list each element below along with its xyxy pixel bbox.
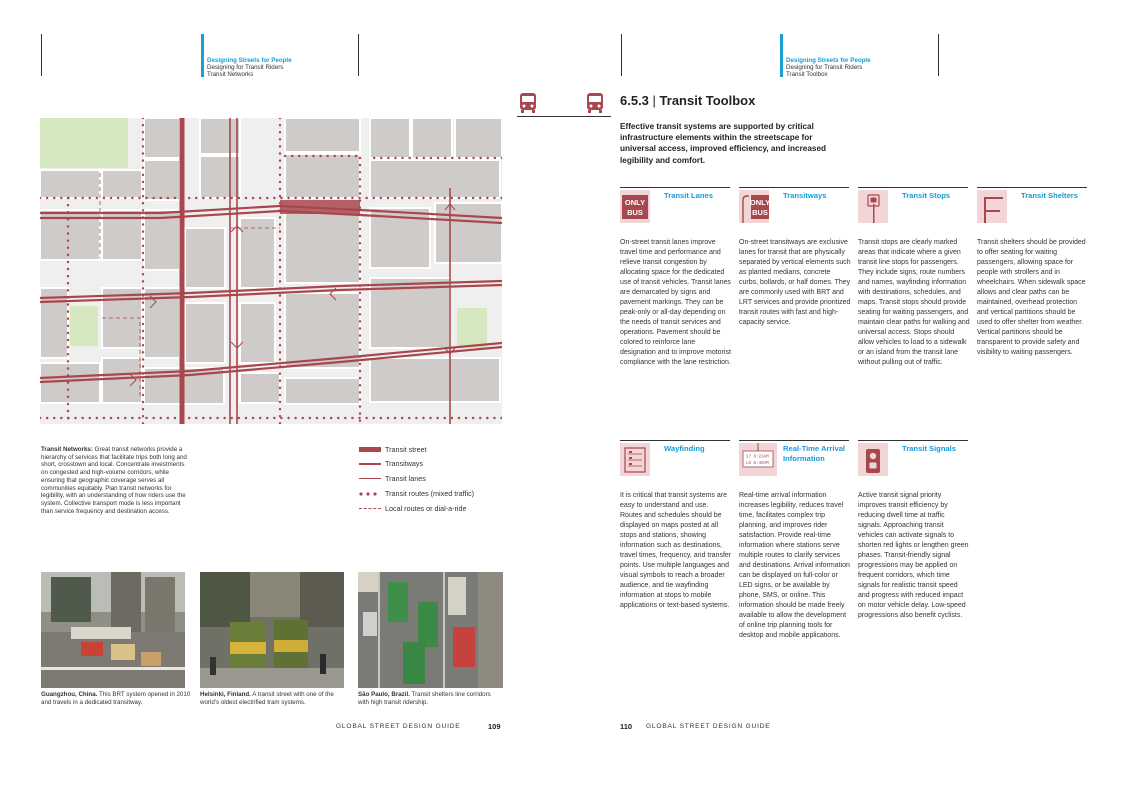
legend-label: Transit street [385, 445, 427, 454]
photo-caption-text: A transit street with one of the world's oldest electrified tram systems. [200, 691, 334, 706]
section-title [620, 93, 755, 108]
photo-sao-paulo [358, 572, 503, 688]
tool-description: Transit shelters should be provided to offer seating for waiting passengers, allowing space for people with strollers and in wheelchairs. When sidewalk space allows and clear paths can be maintained, overhead protection and vertical partitions should be used to offer shelter from weather. Vertical partitions should be transparent to provide safety and visibility to waiting passengers. [977, 239, 1086, 356]
only-bus-text-bus: BUS [627, 208, 643, 217]
photo-caption-helsinki [200, 691, 350, 706]
photo-helsinki [200, 572, 344, 688]
tool-title: Transit Lanes [664, 191, 713, 200]
right-page-number: 110 [620, 722, 633, 731]
right-header-title: Designing Streets for People [786, 57, 871, 64]
section-separator: | [648, 93, 660, 108]
legend-label: Transit routes (mixed traffic) [385, 489, 475, 498]
right-header-line3: Transit Toolbox [786, 71, 828, 78]
right-header-accent-bar [780, 34, 783, 77]
transit-network-map [40, 118, 502, 424]
left-page-rule-inner [358, 34, 359, 76]
tool-description: It is critical that transit systems are easy to understand and use. Routes and schedules should be displayed on maps posted at all stops and stations, showing information such as destinations, travel times, frequency, and transfer points. Use multiple languages and visual symbols to reach a broader audience, and tie wayfinding information at stops to mobile applications or text-based systems. [620, 492, 732, 609]
legend-swatch-medium [359, 463, 381, 465]
tool-rule [739, 440, 849, 441]
bus-icon-rule [517, 116, 611, 117]
transitway-icon [739, 190, 769, 223]
legend-label: Transit lanes [385, 474, 426, 483]
bus-stop-sign-icon [858, 190, 888, 223]
traffic-signal-icon [858, 443, 888, 476]
tool-rule [739, 187, 849, 188]
left-header-line3: Transit Networks [207, 71, 254, 78]
tool-title: Transit Stops [902, 191, 951, 200]
section-number: 6.5.3 [620, 93, 649, 108]
legend-swatch-dashed [359, 508, 381, 509]
photo-city: São Paulo, Brazil. [358, 691, 410, 698]
wayfinding-map-icon [620, 443, 650, 476]
photo-caption-text: This BRT system opened in 2010 and travels in a dedicated transitway. [41, 691, 191, 706]
tool-title: Real-Time Arrival Information [783, 444, 846, 463]
tool-rule [858, 187, 968, 188]
legend-swatch-thick [359, 447, 381, 452]
caption-lead: Transit Networks: [41, 446, 93, 453]
photo-city: Helsinki, Finland. [200, 691, 251, 698]
only-bus-text-bus: BUS [752, 208, 768, 217]
tool-rule [620, 187, 730, 188]
right-footer-guide: GLOBAL STREET DESIGN GUIDE [646, 723, 771, 730]
right-header-line2: Designing for Transit Riders [786, 64, 863, 71]
left-header-title: Designing Streets for People [207, 57, 292, 64]
photo-caption-sao-paulo [358, 691, 498, 706]
photo-guangzhou [41, 572, 185, 688]
left-page-number: 109 [488, 722, 501, 731]
tool-rule [977, 187, 1087, 188]
legend-label: Local routes or dial-a-ride [385, 504, 467, 513]
only-bus-text-only: ONLY [624, 198, 646, 207]
bus-front-icon [517, 92, 539, 114]
legend-swatch-thin [359, 478, 381, 479]
tool-title: Transitways [783, 191, 827, 200]
left-header-line2: Designing for Transit Riders [207, 64, 284, 71]
section-title-text: Transit Toolbox [659, 93, 756, 108]
right-page-rule-inner [938, 34, 939, 76]
photo-caption-guangzhou [41, 691, 191, 706]
section-intro: Effective transit systems are supported by critical infrastructure elements within the streetscape for universal access, improved efficiency, and increased legibility and comfort. [620, 122, 826, 165]
tool-description: On-street transitways are exclusive lanes for transit that are physically separated by vertical elements such as planted medians, concrete curbs, bollards, or half domes. They are commonly used with BRT and LRT services and provide prioritized transit routes with fast and high-capacity service. [739, 239, 851, 326]
map-drawing [40, 118, 502, 424]
tool-rule [858, 440, 968, 441]
shelter-icon [977, 190, 1007, 223]
arrival-line-1: 17 8:23AM [746, 455, 769, 460]
only-bus-text-only: ONLY [749, 198, 769, 207]
right-page-rule-outer [621, 34, 622, 76]
legend-swatch-dots [359, 490, 381, 498]
tool-description: Real-time arrival information increases legibility, reduces travel time, facilitates complex trip planning, and improves rider satisfaction. Provide real-time information where stations serve multiple routes to clarify services and destinations. Arrival information can be displayed on full-color or LED signs, or be available by phone, SMS, or online. This information should be made freely available to allow the development of online trip planning tools for desktop and mobile applications. [739, 492, 850, 639]
arrival-display-icon [739, 443, 777, 476]
photo-city: Guangzhou, China. [41, 691, 98, 698]
tool-title: Wayfinding [664, 444, 705, 453]
tool-description: Active transit signal priority improves transit efficiency by reducing dwell time at traffic signals. Approaching transit vehicles can activate signals to shorten red lights or lengthen green phases. Transit-friendly signal progressions may be applied on frequent corridors, which time signals for realistic transit speed and progress with reduced impact on motor vehicle delay. Low-speed progressions also benefit cyclists. [858, 492, 969, 619]
left-page-rule-outer [41, 34, 42, 76]
legend-label: Transitways [385, 459, 424, 468]
left-footer-guide: GLOBAL STREET DESIGN GUIDE [336, 723, 461, 730]
bus-front-icon-2 [584, 92, 606, 114]
transit-networks-caption [41, 446, 191, 515]
arrival-line-2: L8 8:40AM [746, 462, 769, 466]
tool-description: Transit stops are clearly marked areas that indicate where a given transit line stops for passengers. They include signs, route numbers and names, wayfinding information with destinations, schedules, and maps. Transit stops should provide seating for waiting passengers, and maintain clear paths for walking and universal access. Stops should allow vehicles to load to a sidewalk or an island from the transit lane without pulling out of traffic. [858, 239, 970, 366]
only-bus-icon [620, 190, 650, 223]
tool-title: Transit Shelters [1021, 191, 1078, 200]
tool-title: Transit Signals [902, 444, 957, 453]
tool-description: On-street transit lanes improve travel time and performance and relieve transit congestion by allocating space for the dedicated use of transit vehicles. Transit lanes are demarcated by signs and pavement markings. They can be peak-only or all-day depending on the needs of transit services and operations. Pavement should be colored to reinforce lane designation and to improve motorist compliance with the lane restriction. [620, 239, 731, 366]
photo-caption-text: Transit shelters line corridors with high transit ridership. [358, 691, 491, 706]
left-header-accent-bar [201, 34, 204, 77]
tool-rule [620, 440, 730, 441]
caption-text: Great transit networks provide a hierarchy of services that facilitate trips both long and short, crosstown and local. Concentrate investments on congested and high-volume corridors, while ensuring that geographic coverage serves all communities equitably. Plan transit networks for legibility, with an understanding of how riders use the system. Collective transport mode is less important than service frequency and destination access. [41, 446, 187, 515]
